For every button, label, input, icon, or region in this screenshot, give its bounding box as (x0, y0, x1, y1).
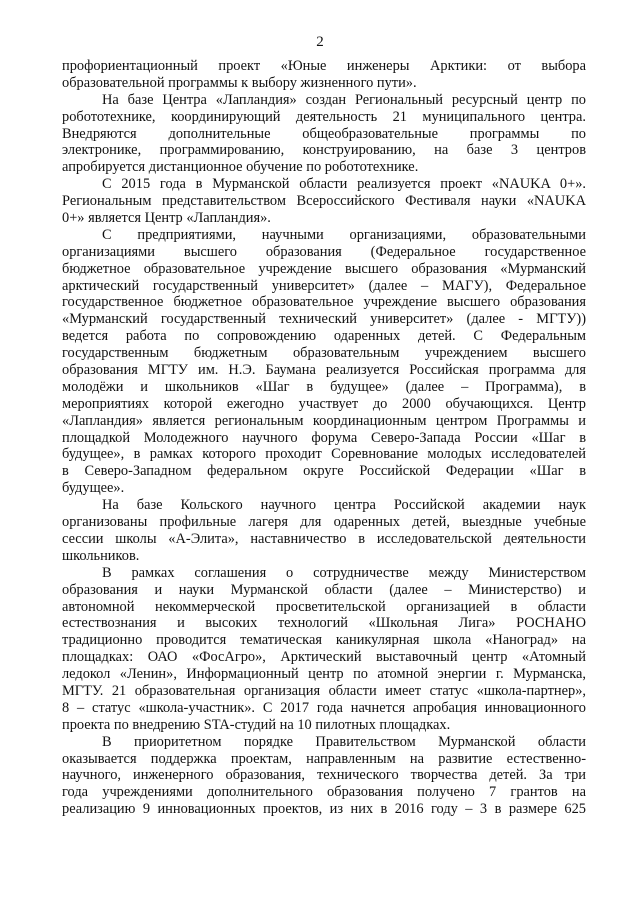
text-line: С 2015 года в Мурманской области реализуется проект «NAUKA 0+». (102, 176, 586, 193)
text-line: будущее», в рамках которого проходит Соревнование молодых исследователей (62, 446, 586, 463)
text-line: 0+» является Центр «Лапландия». (62, 210, 271, 227)
text-line: «Лапландия» является региональным координационным центром Программы и (62, 412, 586, 429)
text-line: Внедряются дополнительные общеобразовательные программы по (62, 125, 586, 142)
text-line: электронике, программированию, конструированию, на базе 3 центров (62, 142, 586, 159)
text-line: профориентационный проект «Юные инженеры Арктики: от выбора (62, 58, 586, 74)
text-line: государственное бюджетное образовательное учреждение высшего образования (62, 294, 586, 311)
text-line: робототехнике, координирующий деятельность 21 муниципального центра. (62, 108, 586, 125)
text-line: традиционно проводится тематическая каникулярная школа «Наноград» на (62, 632, 586, 649)
text-line: На базе Кольского научного центра Российской академии наук (102, 497, 586, 514)
page-number: 2 (316, 34, 324, 50)
text-line: молодёжи и школьников «Шаг в будущее» (далее – Программа), в (62, 378, 586, 395)
text-line: площадках: ОАО «ФосАгро», Арктический выставочный центр «Атомный (62, 649, 586, 666)
text-line: государственным бюджетным образовательным учреждением высшего (62, 345, 586, 362)
text-line: На базе Центра «Лапландия» создан Региональный ресурсный центр по (102, 91, 586, 108)
text-line: мероприятиях которой ежегодно участвует до 2000 обучающихся. Центр (62, 395, 586, 412)
document-body (62, 58, 586, 818)
paragraph (62, 176, 586, 227)
text-line: реализацию 9 инновационных проектов, из них в 2016 году – 3 в размере 625 (62, 801, 586, 818)
text-line: площадкой Молодежного научного форума Северо-Запада России «Шаг в (62, 429, 586, 446)
text-line: арктический государственный университет» (далее – МАГУ), Федеральное (62, 277, 586, 294)
text-line: апробируется дистанционное обучение по робототехнике. (62, 159, 419, 176)
text-line: в Северо-Западном федеральном округе Российской Федерации «Шаг в (62, 463, 586, 480)
text-line: образования и науки Мурманской области (далее – Министерство) и (62, 581, 586, 598)
text-line: ведется работа по сопровождению одаренных детей. С Федеральным (62, 328, 586, 345)
text-line: естествознания и высоких технологий «Школьная Лига» РОСНАНО (62, 615, 586, 632)
text-line: МГТУ. 21 образовательная организация области имеет статус «школа-партнер», (62, 682, 586, 699)
text-line: года учреждениями дополнительного образования получено 7 грантов на (62, 784, 586, 801)
paragraph (62, 227, 586, 497)
text-line: бюджетное образовательное учреждение высшего образования «Мурманский (62, 260, 586, 277)
paragraph (62, 92, 586, 176)
paragraph (62, 565, 586, 734)
text-line: школьников. (62, 547, 140, 564)
text-line: проекта по внедрению STA-студий на 10 пилотных площадках. (62, 716, 451, 733)
text-line: 8 – статус «школа-участник». С 2017 года начнется апробация инновационного (62, 699, 586, 716)
text-line: С предприятиями, научными организациями, образовательными (102, 226, 586, 243)
paragraph (62, 497, 586, 565)
text-line: ледокол «Ленин», Информационный центр по атомной энергии г. Мурманска, (62, 666, 586, 683)
text-line: автономной некоммерческой просветительской организацией в области (62, 598, 586, 615)
text-line: В приоритетном порядке Правительством Мурманской области (102, 733, 586, 750)
text-line: организациями высшего образования (Федеральное государственное (62, 243, 586, 260)
paragraph (62, 734, 586, 818)
text-line: В рамках соглашения о сотрудничестве между Министерством (102, 564, 586, 581)
text-line: организованы профильные лагеря для одаренных детей, выездные учебные (62, 514, 586, 531)
text-line: сессии школы «А-Элита», наставничество в исследовательской деятельности (62, 530, 586, 547)
paragraph (62, 58, 586, 92)
text-line: образовательной программы к выбору жизненного пути». (62, 74, 417, 91)
text-line: «Мурманский государственный технический университет» (далее - МГТУ)) (62, 311, 586, 328)
text-line: будущее». (62, 480, 125, 497)
text-line: научного, инженерного образования, технического творчества детей. За три (62, 767, 586, 784)
text-line: Региональным представительством Всероссийского Фестиваля науки «NAUKA (62, 193, 586, 210)
text-line: оказывается поддержка проектам, направленным на развитие естественно- (62, 750, 586, 767)
text-line: образования МГТУ им. Н.Э. Баумана реализуется Российская программа для (62, 362, 586, 379)
